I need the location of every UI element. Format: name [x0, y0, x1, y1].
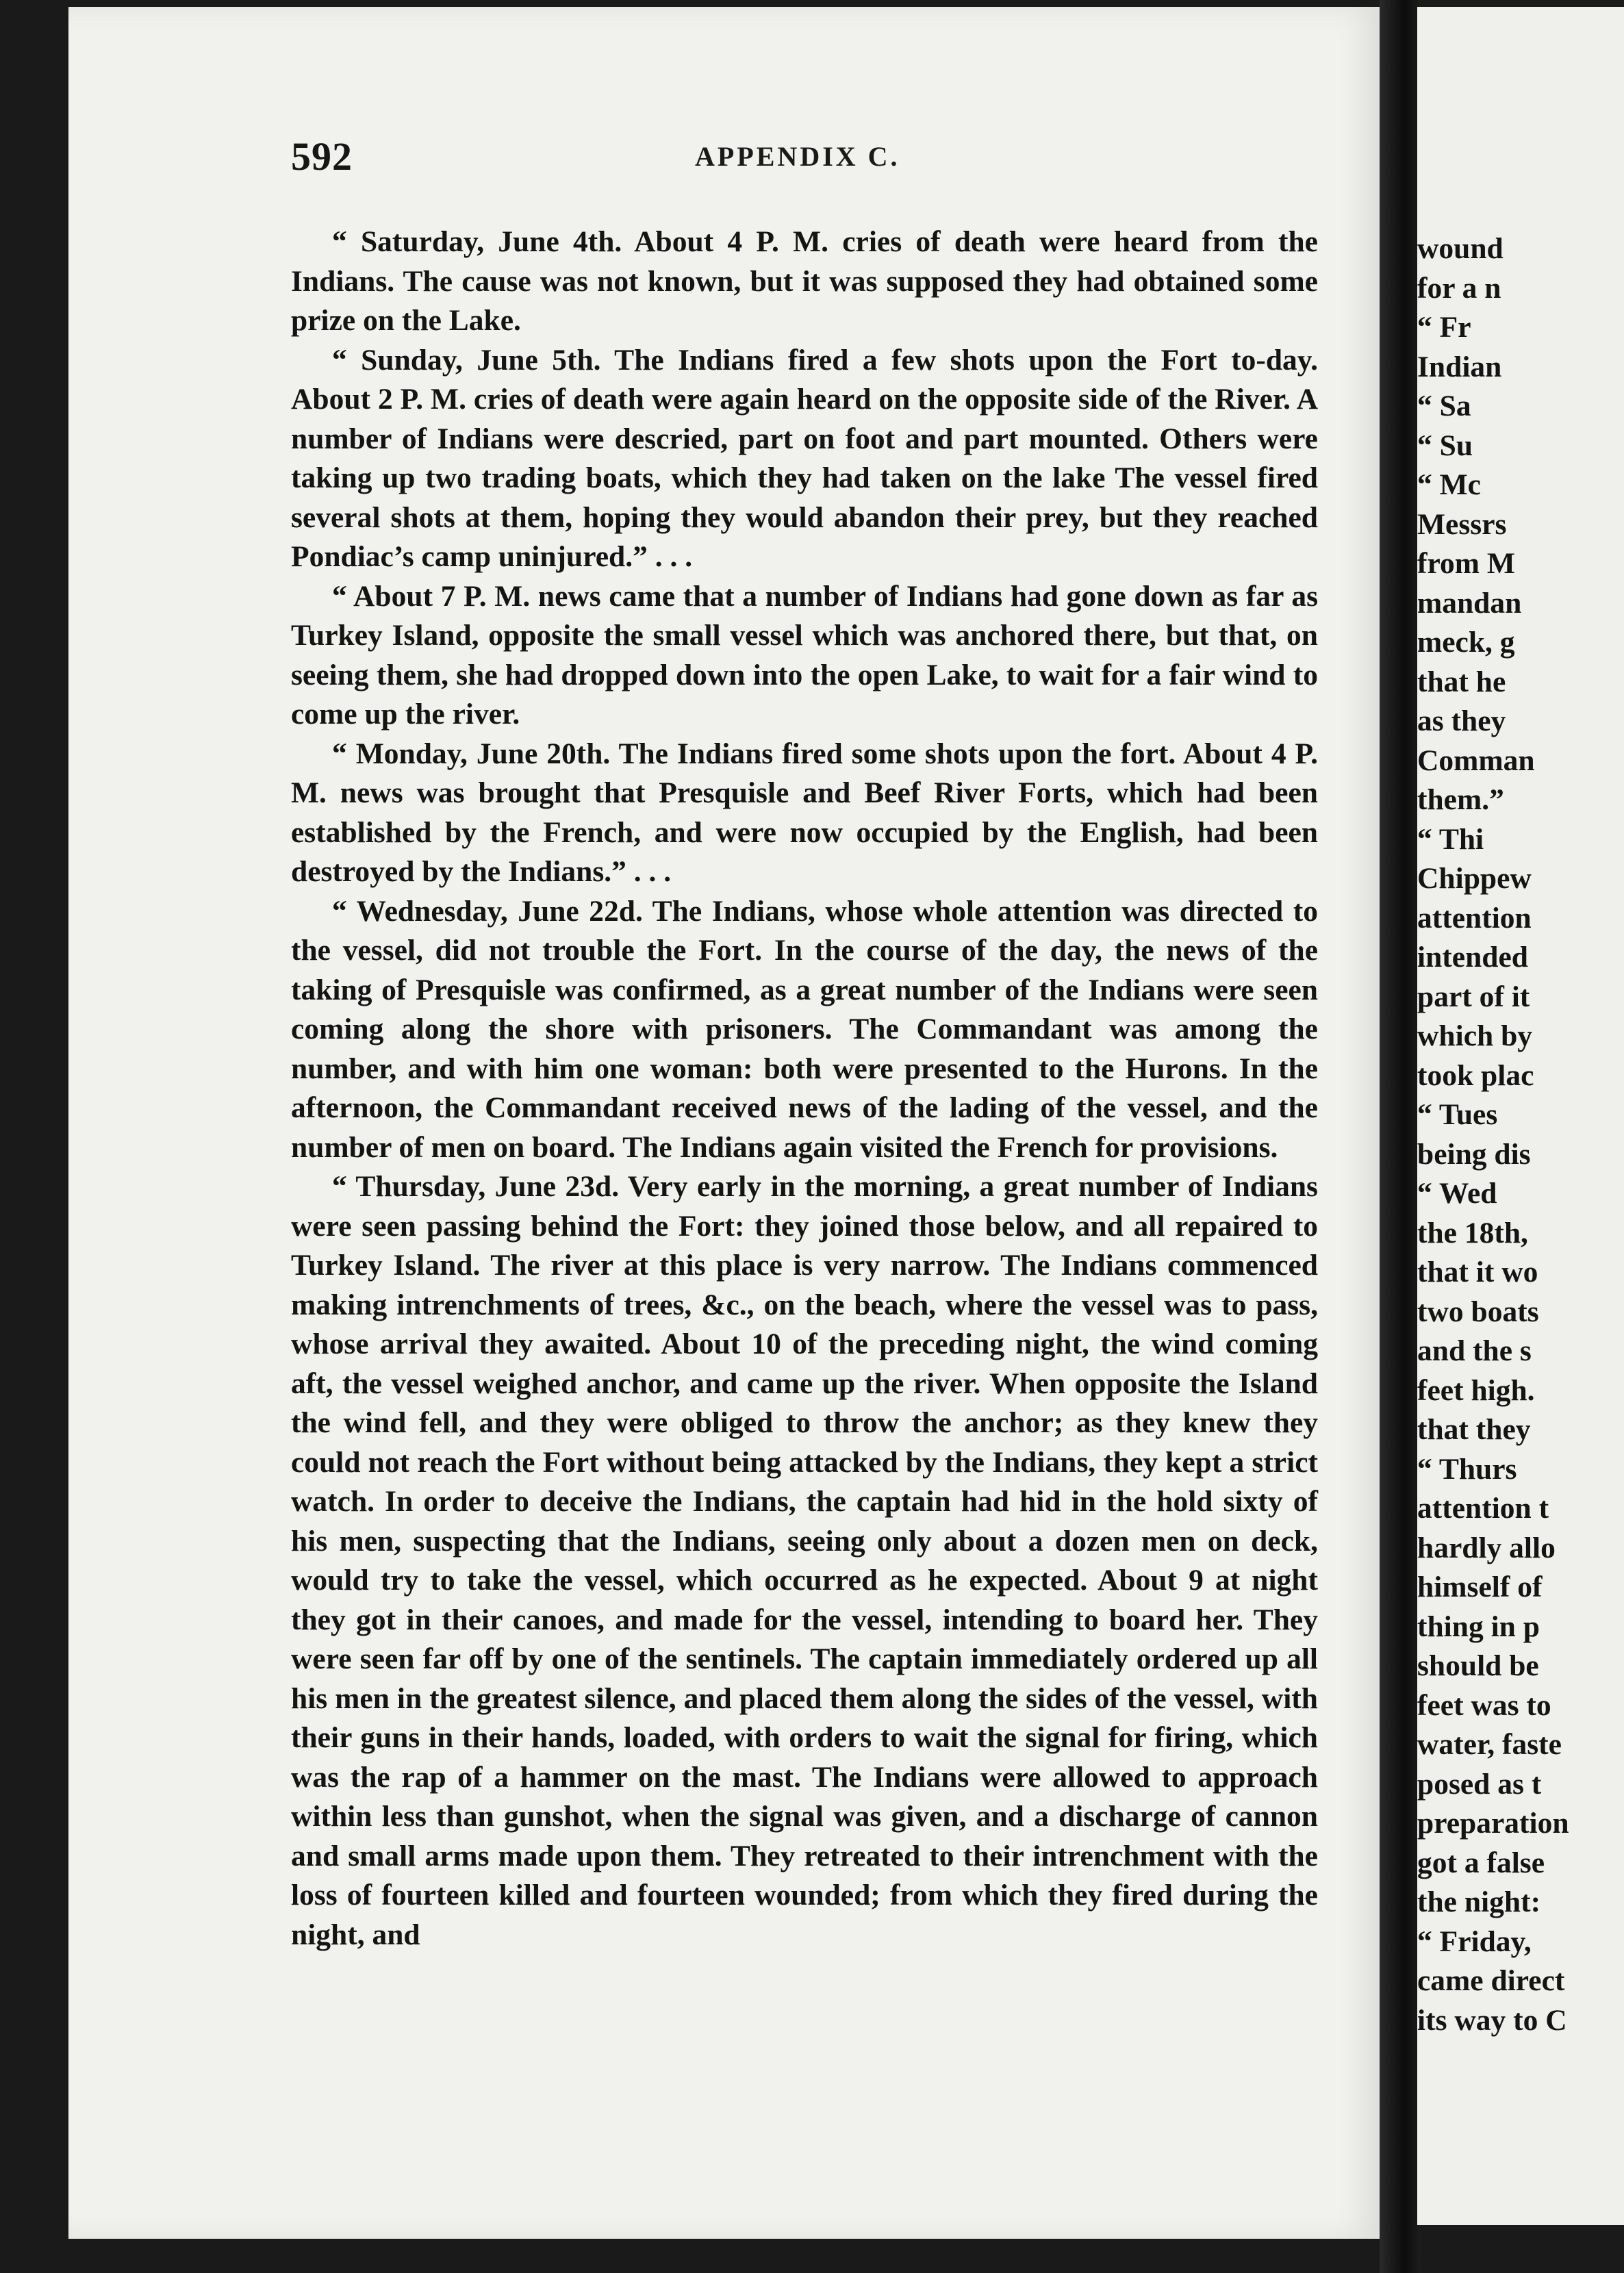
facing-page-line: came direct [1417, 1964, 1565, 1997]
facing-page-line: “ Tues [1417, 1098, 1498, 1131]
facing-page-line: that they [1417, 1413, 1531, 1446]
facing-page-line: feet was to [1417, 1688, 1551, 1722]
facing-page-line: Comman [1417, 744, 1535, 777]
facing-page-line: intended [1417, 941, 1528, 974]
facing-page-line: “ Su [1417, 429, 1473, 462]
facing-page-line: for a n [1417, 271, 1501, 305]
paragraph-june-20: “ Monday, June 20th. The Indians fired some shots upon the fort. About 4 P. M. news was brought that Presquisle and Beef River Forts, which had been established by the French, and were now occupied by the English, had been destroyed by the Indians.” . . . [291, 737, 1318, 888]
facing-page-line: as they [1417, 704, 1506, 737]
facing-page-line: the night: [1417, 1885, 1541, 1918]
facing-page-line: mandan [1417, 586, 1522, 620]
facing-page-line: Chippew [1417, 862, 1532, 895]
facing-page [1417, 7, 1624, 2225]
facing-page-line: its way to C [1417, 2003, 1567, 2037]
page-number: 592 [291, 134, 353, 179]
facing-page-line: part of it [1417, 980, 1530, 1013]
paragraph-june-4: “ Saturday, June 4th. About 4 P. M. cries of death were heard from the Indians. The cause was not known, but it was supposed they had obtained some prize on the Lake. [291, 225, 1318, 337]
facing-page-line: feet high. [1417, 1373, 1535, 1407]
paragraph-june-23: “ Thursday, June 23d. Very early in the morning, a great number of Indians were seen passing behind the Fort: they joined those below, and all repaired to Turkey Island. The river at this place is very narrow. The Indians commenced making intrenchments of trees, &c., on the beach, where the vessel was to pass, whose arrival they awaited. About 10 of the preceding night, the wind coming aft, the vessel weighed anchor, and came up the river. When opposite the Island the wind fell, and they were obliged to throw the anchor; as they knew they could not reach the Fort without being attacked by the Indians, they kept a strict watch. In order to deceive the Indians, the captain had hid in the hold sixty of his men, suspecting that the Indians, seeing only about a dozen men on deck, would try to take the vessel, which occurred as he expected. About 9 at night they got in their canoes, and made for the vessel, intending to board her. They were seen far off by one of the sentinels. The captain immediately ordered up all his men in the greatest silence, and placed them along the sides of the vessel, with their guns in their hands, loaded, with orders to wait the signal for firing, which was the rap of a hammer on the mast. The Indians were allowed to approach within less than gunshot, when the signal was given, and a discharge of cannon and small arms made upon them. They retreated to their intrenchment with the loss of fourteen killed and fourteen wounded; from which they fired during the night, and [291, 1170, 1318, 1951]
facing-page-line: posed as t [1417, 1767, 1542, 1801]
facing-page-line: “ Mc [1417, 468, 1481, 501]
facing-page-line: thing in p [1417, 1610, 1540, 1643]
facing-page-line: and the s [1417, 1334, 1532, 1367]
facing-page-line: “ Friday, [1417, 1925, 1532, 1958]
facing-page-line: wound [1417, 232, 1504, 265]
facing-page-line: meck, g [1417, 626, 1515, 659]
facing-page-line: “ Wed [1417, 1177, 1497, 1210]
facing-page-line: “ Thi [1417, 822, 1484, 856]
facing-page-line: Messrs [1417, 507, 1507, 541]
facing-page-line: water, faste [1417, 1728, 1562, 1761]
facing-page-line: himself of [1417, 1571, 1543, 1603]
facing-page-line: which by [1417, 1019, 1533, 1052]
facing-page-line: “ Thurs [1417, 1452, 1517, 1486]
paragraph-7-pm: “ About 7 P. M. news came that a number of Indians had gone down as far as Turkey Island, opposite the small vessel which was anchored there, but that, on seeing them, she had dropped down into the open Lake, to wait for a fair wind to come up the river. [291, 579, 1318, 731]
facing-page-line: “ Sa [1417, 390, 1471, 422]
facing-page-line: got a false [1417, 1846, 1545, 1879]
facing-page-line: from M [1417, 547, 1515, 580]
paragraph-june-22: “ Wednesday, June 22d. The Indians, whose whole attention was directed to the vessel, did not trouble the Fort. In the course of the day, the news of the taking of Presquisle was confirmed, as a great number of the Indians were seen coming along the shore with prisoners. The Commandant was among the number, and with him one woman: both were presented to the Hurons. In the afternoon, the Commandant received news of the lading of the vessel, and the number of men on board. The Indians again visited the French for provisions. [291, 894, 1318, 1164]
facing-page-line: “ Fr [1417, 311, 1471, 344]
facing-page-line: preparation [1417, 1807, 1569, 1840]
facing-page-line: should be [1417, 1649, 1539, 1682]
facing-page-line: Indian [1417, 350, 1502, 383]
facing-page-line: two boats [1417, 1295, 1539, 1328]
facing-page-line: attention t [1417, 1492, 1549, 1525]
book-gutter [1380, 0, 1421, 2273]
facing-page-line: being dis [1417, 1137, 1531, 1171]
facing-page-text [1417, 229, 1624, 2040]
facing-page-line: attention [1417, 901, 1532, 935]
facing-page-line: that it wo [1417, 1256, 1538, 1288]
facing-page-line: the 18th, [1417, 1216, 1528, 1249]
body-text [291, 223, 1318, 1955]
facing-page-line: hardly allo [1417, 1531, 1556, 1564]
facing-page-line: took plac [1417, 1058, 1534, 1092]
facing-page-line: them.” [1417, 783, 1504, 816]
facing-page-line: that he [1417, 665, 1506, 698]
running-head: APPENDIX C. [695, 141, 900, 172]
paragraph-june-5: “ Sunday, June 5th. The Indians fired a few shots upon the Fort to-day. About 2 P. M. cries of death were again heard on the opposite side of the River. A number of Indians were descried, part on foot and part mounted. Others were taking up two trading boats, which they had taken on the lake The vessel fired several shots at them, hoping they would abandon their prey, but they reached Pondiac’s camp uninjured.” . . . [291, 343, 1318, 573]
